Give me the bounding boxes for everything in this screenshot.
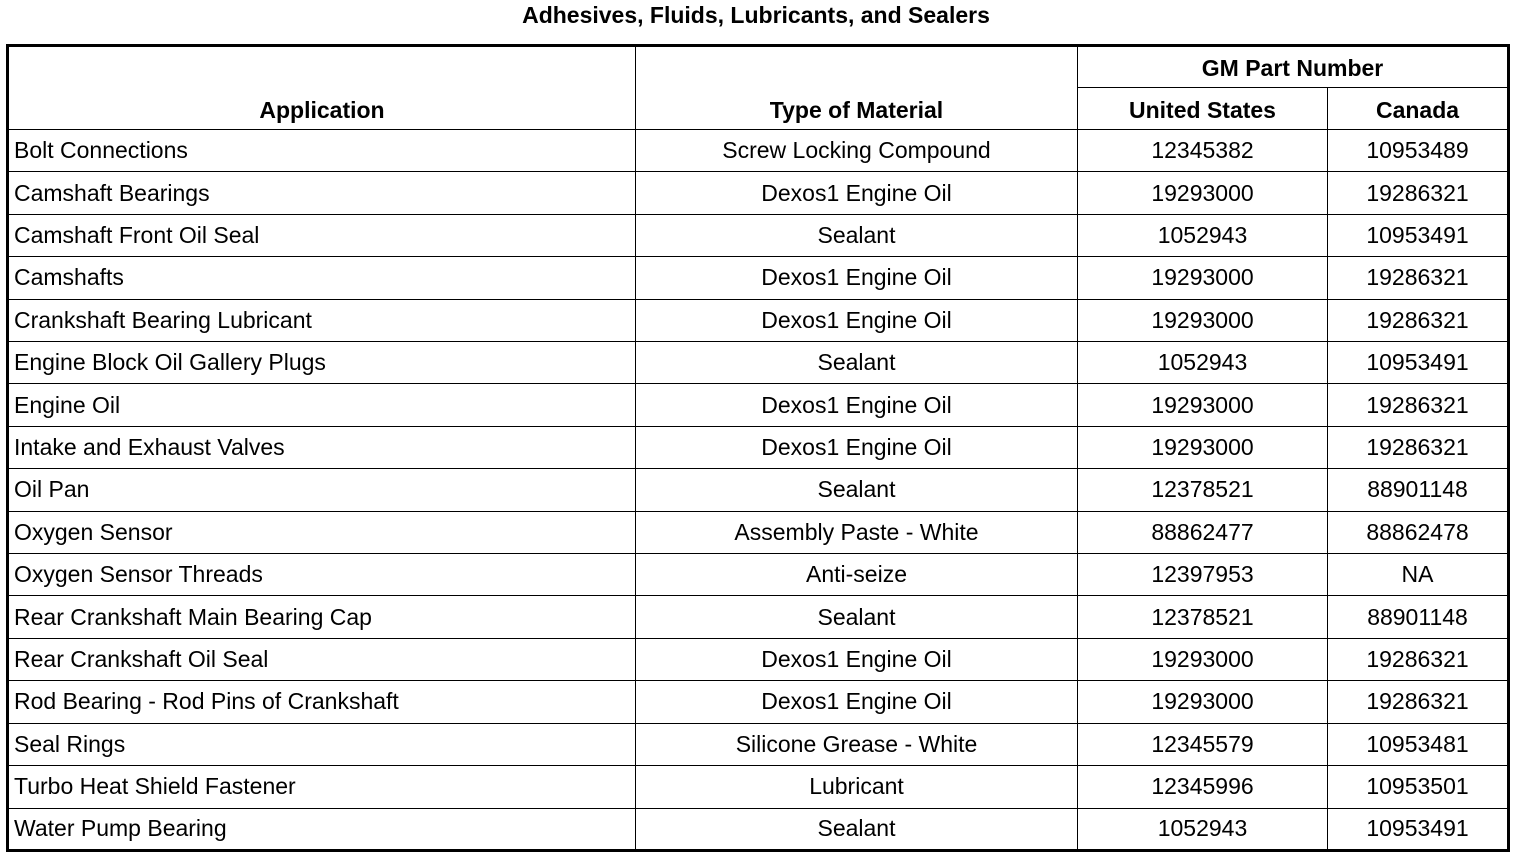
application-cell: Crankshaft Bearing Lubricant xyxy=(8,299,636,341)
material-cell: Sealant xyxy=(636,808,1078,851)
application-cell: Water Pump Bearing xyxy=(8,808,636,851)
application-cell: Rod Bearing - Rod Pins of Crankshaft xyxy=(8,681,636,723)
canada-part-number-cell: NA xyxy=(1328,554,1509,596)
application-cell: Engine Oil xyxy=(8,384,636,426)
application-cell: Oil Pan xyxy=(8,469,636,511)
canada-part-number-cell: 88862478 xyxy=(1328,511,1509,553)
canada-part-number-cell: 10953491 xyxy=(1328,214,1509,256)
canada-part-number-cell: 88901148 xyxy=(1328,469,1509,511)
table-row xyxy=(8,808,1509,851)
table-row xyxy=(8,214,1509,256)
material-cell: Dexos1 Engine Oil xyxy=(636,299,1078,341)
us-part-number-cell: 12397953 xyxy=(1078,554,1328,596)
application-cell: Camshaft Front Oil Seal xyxy=(8,214,636,256)
table-row xyxy=(8,299,1509,341)
table-row xyxy=(8,681,1509,723)
document-title: Adhesives, Fluids, Lubricants, and Sealers xyxy=(522,2,990,28)
parts-table xyxy=(6,44,1510,852)
canada-part-number-cell: 10953501 xyxy=(1328,766,1509,808)
application-cell: Camshafts xyxy=(8,257,636,299)
application-cell: Rear Crankshaft Oil Seal xyxy=(8,638,636,680)
header-united-states: United States xyxy=(1078,88,1328,130)
us-part-number-cell: 12378521 xyxy=(1078,469,1328,511)
table-row xyxy=(8,257,1509,299)
table-row xyxy=(8,172,1509,214)
canada-part-number-cell: 19286321 xyxy=(1328,257,1509,299)
material-cell: Dexos1 Engine Oil xyxy=(636,257,1078,299)
header-canada: Canada xyxy=(1328,88,1509,130)
material-cell: Sealant xyxy=(636,342,1078,384)
application-cell: Oxygen Sensor Threads xyxy=(8,554,636,596)
material-cell: Dexos1 Engine Oil xyxy=(636,172,1078,214)
table-row xyxy=(8,554,1509,596)
application-cell: Seal Rings xyxy=(8,723,636,765)
us-part-number-cell: 19293000 xyxy=(1078,638,1328,680)
material-cell: Dexos1 Engine Oil xyxy=(636,384,1078,426)
material-cell: Dexos1 Engine Oil xyxy=(636,426,1078,468)
material-cell: Sealant xyxy=(636,214,1078,256)
table-row xyxy=(8,130,1509,172)
table-row xyxy=(8,426,1509,468)
canada-part-number-cell: 10953489 xyxy=(1328,130,1509,172)
us-part-number-cell: 1052943 xyxy=(1078,214,1328,256)
material-cell: Sealant xyxy=(636,596,1078,638)
material-cell: Anti-seize xyxy=(636,554,1078,596)
canada-part-number-cell: 10953491 xyxy=(1328,342,1509,384)
us-part-number-cell: 88862477 xyxy=(1078,511,1328,553)
table-row xyxy=(8,511,1509,553)
table-row xyxy=(8,342,1509,384)
canada-part-number-cell: 19286321 xyxy=(1328,299,1509,341)
canada-part-number-cell: 10953481 xyxy=(1328,723,1509,765)
material-cell: Dexos1 Engine Oil xyxy=(636,681,1078,723)
us-part-number-cell: 19293000 xyxy=(1078,681,1328,723)
application-cell: Engine Block Oil Gallery Plugs xyxy=(8,342,636,384)
table-row xyxy=(8,469,1509,511)
material-cell: Sealant xyxy=(636,469,1078,511)
table-row xyxy=(8,766,1509,808)
table-row xyxy=(8,384,1509,426)
us-part-number-cell: 19293000 xyxy=(1078,384,1328,426)
us-part-number-cell: 19293000 xyxy=(1078,257,1328,299)
us-part-number-cell: 1052943 xyxy=(1078,342,1328,384)
table-row xyxy=(8,638,1509,680)
material-cell: Screw Locking Compound xyxy=(636,130,1078,172)
application-cell: Bolt Connections xyxy=(8,130,636,172)
application-cell: Turbo Heat Shield Fastener xyxy=(8,766,636,808)
canada-part-number-cell: 19286321 xyxy=(1328,426,1509,468)
us-part-number-cell: 12345996 xyxy=(1078,766,1328,808)
table-header xyxy=(8,46,1509,130)
header-type-of-material: Type of Material xyxy=(636,46,1078,130)
table-row xyxy=(8,723,1509,765)
material-cell: Silicone Grease - White xyxy=(636,723,1078,765)
table-body xyxy=(8,130,1509,851)
canada-part-number-cell: 19286321 xyxy=(1328,384,1509,426)
material-cell: Dexos1 Engine Oil xyxy=(636,638,1078,680)
header-gm-part-number: GM Part Number xyxy=(1078,46,1509,88)
us-part-number-cell: 1052943 xyxy=(1078,808,1328,851)
canada-part-number-cell: 19286321 xyxy=(1328,638,1509,680)
us-part-number-cell: 12378521 xyxy=(1078,596,1328,638)
us-part-number-cell: 19293000 xyxy=(1078,299,1328,341)
us-part-number-cell: 12345579 xyxy=(1078,723,1328,765)
canada-part-number-cell: 19286321 xyxy=(1328,681,1509,723)
application-cell: Intake and Exhaust Valves xyxy=(8,426,636,468)
application-cell: Oxygen Sensor xyxy=(8,511,636,553)
canada-part-number-cell: 88901148 xyxy=(1328,596,1509,638)
application-cell: Rear Crankshaft Main Bearing Cap xyxy=(8,596,636,638)
header-application: Application xyxy=(8,46,636,130)
us-part-number-cell: 12345382 xyxy=(1078,130,1328,172)
material-cell: Assembly Paste - White xyxy=(636,511,1078,553)
us-part-number-cell: 19293000 xyxy=(1078,172,1328,214)
canada-part-number-cell: 19286321 xyxy=(1328,172,1509,214)
us-part-number-cell: 19293000 xyxy=(1078,426,1328,468)
application-cell: Camshaft Bearings xyxy=(8,172,636,214)
material-cell: Lubricant xyxy=(636,766,1078,808)
table-row xyxy=(8,596,1509,638)
canada-part-number-cell: 10953491 xyxy=(1328,808,1509,851)
